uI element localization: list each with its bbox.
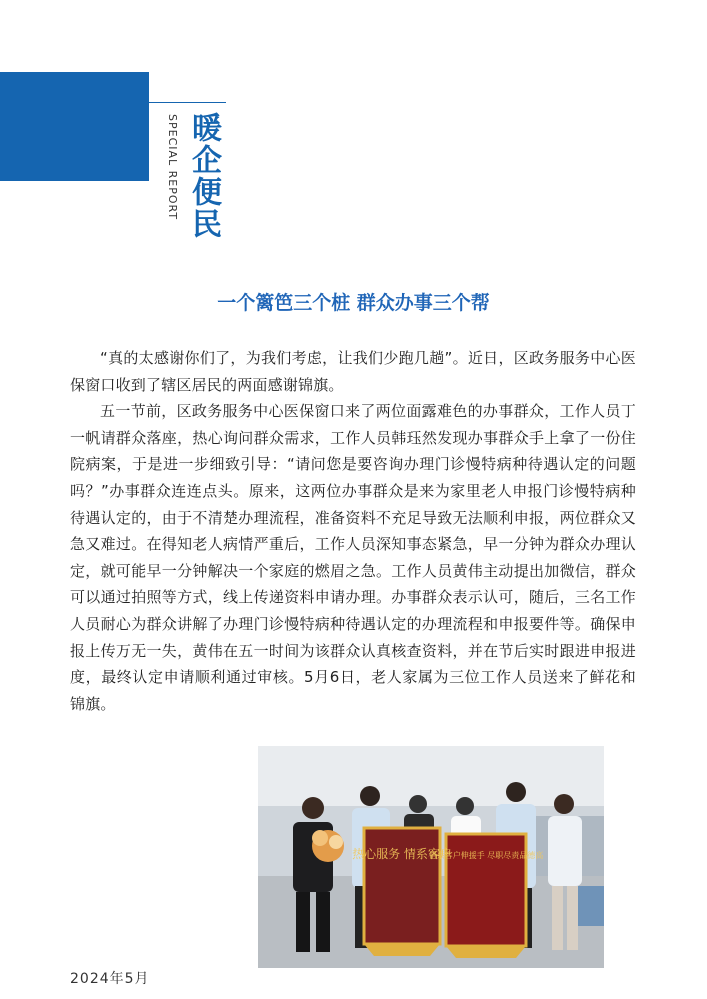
- section-title: 暖企便民: [186, 112, 221, 240]
- banner-right-text: 情系客户伸援手 尽职尽责品德高: [428, 851, 544, 860]
- article-title: 一个篱笆三个桩 群众办事三个帮: [217, 292, 490, 314]
- header-color-block: [0, 72, 149, 181]
- header-divider: [149, 102, 226, 103]
- banner-left-text: 热心服务 情系客户: [352, 847, 452, 861]
- article-body: [70, 345, 636, 717]
- photo: [258, 746, 604, 968]
- paragraph: 五一节前，区政务服务中心医保窗口来了两位面露难色的办事群众，工作人员丁一帆请群众落座，热心询问群众需求，工作人员韩珏然发现办事群众手上拿了一份住院病案，于是进一步细致引导：“请问您是要咨询办理门诊慢特病种待遇认定的问题吗？”办事群众连连点头。原来，这两位办事群众是来为家里老人申报门诊慢特病种待遇认定的，由于不清楚办理流程，准备资料不充足导致无法顺利申报，两位群众又急又难过。在得知老人病情严重后，工作人员深知事态紧急，早一分钟为群众办理认定，就可能早一分钟解决一个家庭的燃眉之急。工作人员黄伟主动提出加微信，群众可以通过拍照等方式，线上传递资料申请办理。办事群众表示认可，随后，三名工作人员耐心为群众讲解了办理门诊慢特病种待遇认定的办理流程和申报要件等。确保申报上传万无一失，黄伟在五一时间为该群众认真核查资料，并在节后实时跟进申报进度，最终认定申请顺利通过审核。5月6日，老人家属为三位工作人员送来了鲜花和锦旗。: [70, 402, 636, 713]
- paragraph: “真的太感谢你们了，为我们考虑，让我们少跑几趟”。近日，区政务服务中心医保窗口收到了辖区居民的两面感谢锦旗。: [70, 349, 636, 394]
- section-subtitle: SPECIAL REPORT: [166, 114, 179, 221]
- photo-illustration: [258, 746, 604, 968]
- footer-date: 2024年5月: [70, 971, 150, 987]
